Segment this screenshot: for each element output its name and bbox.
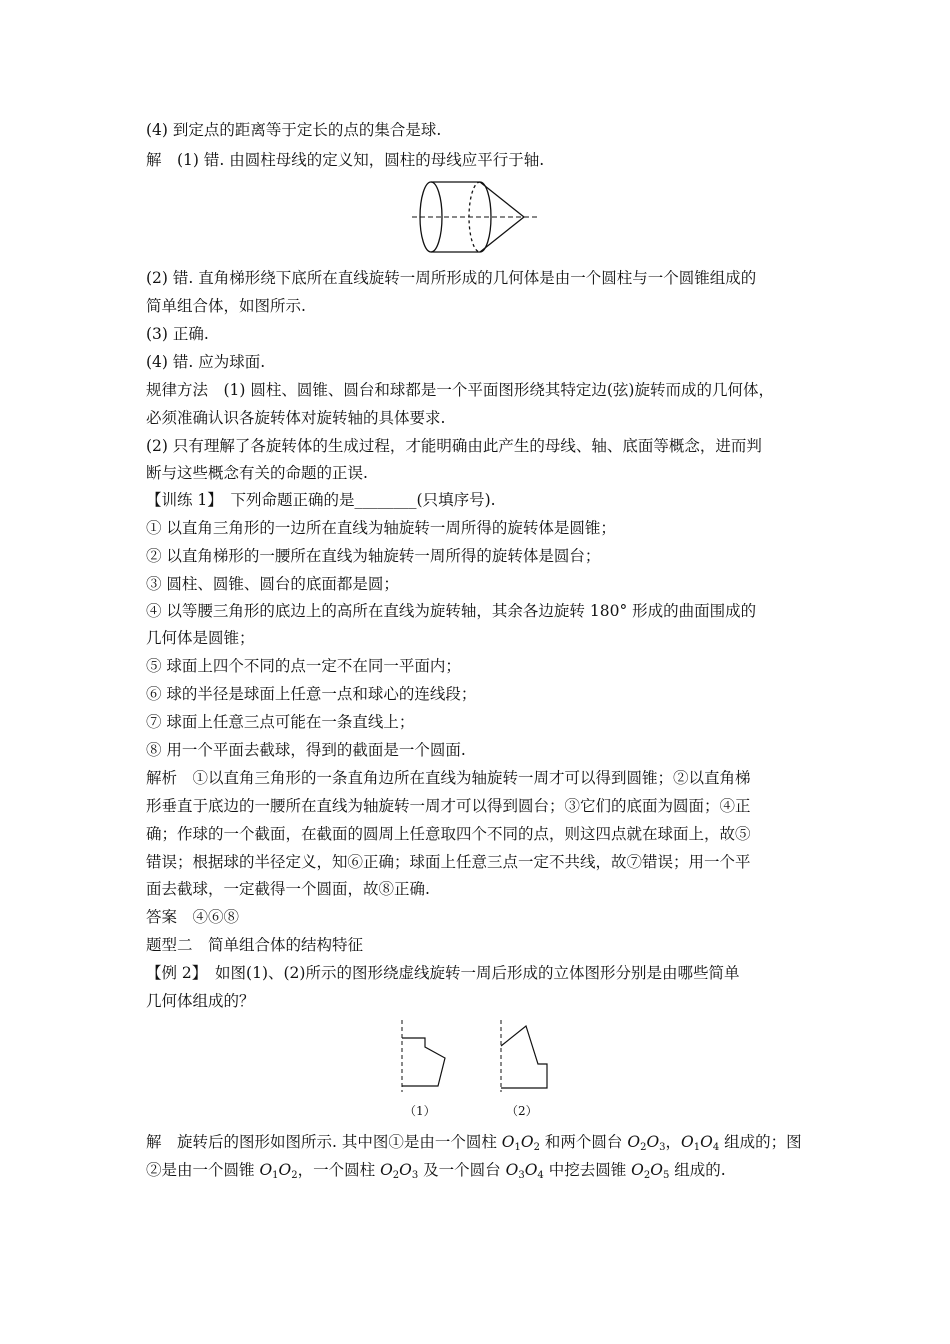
subscript: 4 [537,1170,544,1181]
exercise-heading: 【训练 1】 下列命题正确的是________(只填序号). [146,491,496,509]
text-line: 确；作球的一个截面，在截面的圆周上任意取四个不同的点，则这四点就在球面上，故⑤ [146,825,751,843]
solution-text: ， [665,1133,682,1151]
solution-line [146,1160,726,1186]
text-line: 必须准确认识各旋转体对旋转轴的具体要求. [146,409,446,427]
point-label: O [646,1133,660,1151]
text-line: (4) 到定点的距离等于定长的点的集合是球. [146,121,442,139]
text-line: 解析 ①以直角三角形的一条直角边所在直线为轴旋转一周才可以得到圆锥；②以直角梯 [146,769,751,787]
text-line: 几何体是圆锥； [146,629,255,647]
subscript: 2 [392,1170,400,1181]
solution-text: 中挖去圆锥 [543,1161,632,1179]
text-line: (2) 错. 直角梯形绕下底所在直线旋转一周所形成的几何体是由一个圆柱与一个圆锥组成的 [146,269,757,287]
point-label: O [681,1133,694,1151]
point-label: O [505,1161,519,1179]
text-line: 简单组合体，如图所示. [146,297,306,315]
solution-line [146,1132,802,1158]
solution-text: ②是由一个圆锥 [146,1161,260,1179]
subscript: 2 [640,1142,647,1153]
text-line: 解 (1) 错. 由圆柱母线的定义知，圆柱的母线应平行于轴. [146,151,545,169]
point-label: O [399,1161,412,1179]
subscript: 2 [533,1142,540,1153]
text-line: 错误；根据球的半径定义，知⑥正确；球面上任意三点一定不共线，故⑦错误；用一个平 [146,853,751,871]
subscript: 3 [518,1170,525,1181]
example-heading: 【例 2】 如图(1)、(2)所示的图形绕虚线旋转一周后形成的立体图形分别是由哪些简单 [146,964,740,982]
point-label: O [631,1161,644,1179]
solution-text: 及一个圆台 [418,1161,506,1179]
point-label: O [650,1161,663,1179]
subscript: 1 [514,1142,521,1153]
cylinder-cone-figure [410,176,542,260]
section-heading: 题型二 简单组合体的结构特征 [146,936,364,954]
subscript: 1 [693,1142,701,1153]
text-line: (2) 只有理解了各旋转体的生成过程，才能明确由此产生的母线、轴、底面等概念，进而判 [146,437,762,455]
solution-text: 和两个圆台 [539,1133,628,1151]
solution-text: 组成的；图 [719,1133,802,1151]
subscript: 3 [659,1142,666,1153]
text-line: ④ 以等腰三角形的底边上的高所在直线为旋转轴，其余各边旋转 180° 形成的曲面围成的 [146,602,757,620]
text-line: 断与这些概念有关的命题的正误. [146,464,368,482]
text-line: ① 以直角三角形的一边所在直线为轴旋转一周所得的旋转体是圆锥； [146,519,616,537]
text-line: 形垂直于底边的一腰所在直线为轴旋转一周才可以得到圆台；③它们的底面为圆面；④正 [146,797,751,815]
solution-text: 组成的. [669,1161,726,1179]
subscript: 2 [643,1170,651,1181]
text-line: ⑤ 球面上四个不同的点一定不在同一平面内； [146,657,461,675]
answer-line: 答案 ④⑥⑧ [146,908,240,926]
point-label: O [278,1161,292,1179]
point-label: O [524,1161,538,1179]
text-line: ⑦ 球面上任意三点可能在一条直线上； [146,713,415,731]
figure-label-2: （2） [506,1104,538,1118]
subscript: 1 [272,1170,279,1181]
figure-label-1: （1） [404,1104,436,1118]
text-line: ⑧ 用一个平面去截球，得到的截面是一个圆面. [146,741,466,759]
subscript: 3 [411,1170,419,1181]
point-label: O [520,1133,534,1151]
text-line: (4) 错. 应为球面. [146,353,266,371]
rotation-figures [394,1018,560,1094]
subscript: 2 [291,1170,298,1181]
text-line: 规律方法 (1) 圆柱、圆锥、圆台和球都是一个平面图形绕其特定边(弦)旋转而成的几何体， [146,381,774,399]
solution-text: 解 旋转后的图形如图所示. 其中图①是由一个圆柱 [146,1133,502,1151]
subscript: 5 [662,1170,670,1181]
subscript: 4 [712,1142,720,1153]
point-label: O [259,1161,273,1179]
solution-text: ，一个圆柱 [297,1161,381,1179]
point-label: O [700,1133,713,1151]
text-line: ② 以直角梯形的一腰所在直线为轴旋转一周所得的旋转体是圆台； [146,547,601,565]
point-label: O [501,1133,515,1151]
text-line: ⑥ 球的半径是球面上任意一点和球心的连线段； [146,685,477,703]
text-line: 几何体组成的？ [146,992,255,1010]
point-label: O [380,1161,393,1179]
point-label: O [627,1133,641,1151]
text-line: (3) 正确. [146,325,209,343]
text-line: 面去截球，一定截得一个圆面，故⑧正确. [146,880,430,898]
text-line: ③ 圆柱、圆锥、圆台的底面都是圆； [146,575,399,593]
